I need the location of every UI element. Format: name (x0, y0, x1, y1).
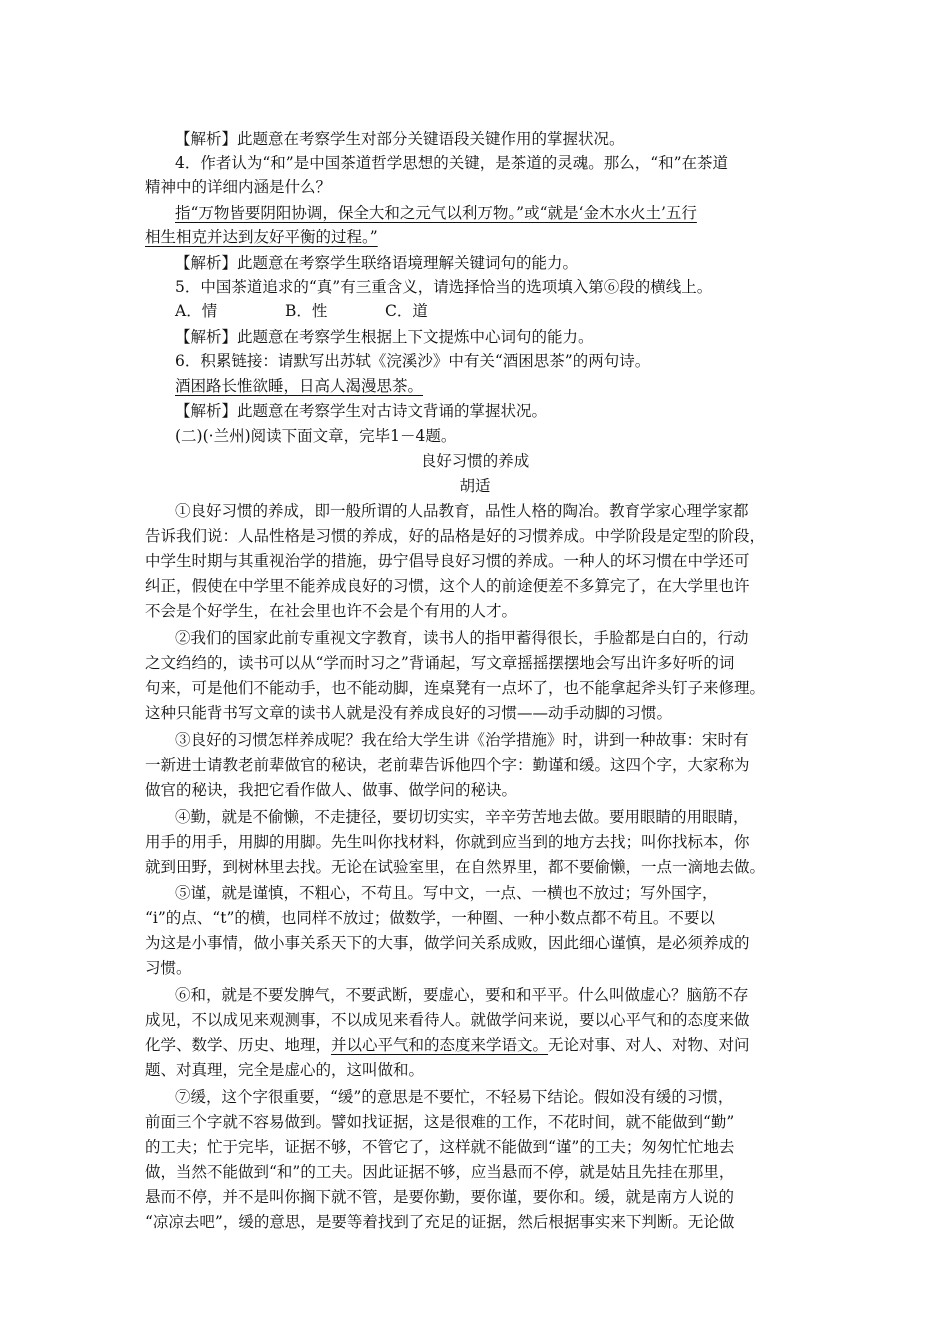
para-4-line-3: 就到田野，到树林里去找。无论在试验室里，在自然界里，都不要偷懒，一点一滴地去做。 (145, 858, 766, 876)
analysis-line-2: 【解析】此题意在考察学生联络语境理解关键词句的能力。 (175, 254, 579, 272)
option-c: C．道 (385, 302, 428, 320)
article-title: 良好习惯的养成 (420, 452, 530, 470)
para-1-line-2: 告诉我们说：人品性格是习惯的养成，好的品格是好的习惯养成。中学阶段是定型的阶段， (145, 527, 766, 545)
para-3-line-2: 一新进士请教老前辈做官的秘诀，老前辈告诉他四个字：勤谨和缓。这四个字，大家称为 (145, 756, 750, 774)
para-2-line-4: 这种只能背书写文章的读书人就是没有养成良好的习惯——动手动脚的习惯。 (145, 704, 673, 722)
option-a: A．情 (175, 302, 218, 320)
para-6-line-1: ⑥和，就是不要发脾气，不要武断，要虚心，要和和平平。什么叫做虚心？脑筋不存 (175, 986, 749, 1004)
para-6-text-c: 无论对事、对人、对物、对问 (548, 1036, 750, 1054)
analysis-line-1: 【解析】此题意在考察学生对部分关键语段关键作用的掌握状况。 (175, 130, 625, 148)
para-5-line-3: 为这是小事情，做小事关系天下的大事，做学问关系成败，因此细心谨慎，是必须养成的 (145, 934, 750, 952)
para-4-line-2: 用手的用手，用脚的用脚。先生叫你找材料，你就到应当到的地方去找；叫你找标本，你 (145, 833, 750, 851)
question-4-cont: 精神中的详细内涵是什么？ (145, 178, 332, 196)
para-5-line-2: “i”的点、“t”的横，也同样不放过；做数学，一种圈、一种小数点都不苟且。不要以 (145, 909, 715, 927)
para-5-line-4: 习惯。 (145, 959, 192, 977)
answer-4-line-1: 指“万物皆要阴阳协调，保全大和之元气以利万物。”或“就是‘金木水火土’五行 (175, 204, 697, 222)
para-3-line-3: 做官的秘诀，我把它看作做人、做事、做学问的秘诀。 (145, 781, 518, 799)
para-2-line-3: 句来，可是他们不能动手，也不能动脚，连桌凳有一点坏了，也不能拿起斧头钉子来修理。 (145, 679, 766, 697)
para-7-line-6: “凉凉去吧”，缓的意思，是要等着找到了充足的证据，然后根据事实来下判断。无论做 (145, 1213, 735, 1231)
para-4-line-1: ④勤，就是不偷懒，不走捷径，要切切实实，辛辛劳苦地去做。要用眼睛的用眼睛， (175, 808, 749, 826)
para-6-line-4: 题、对真理，完全是虚心的，这叫做和。 (145, 1061, 425, 1079)
question-4: 4．作者认为“和”是中国茶道哲学思想的关键，是茶道的灵魂。那么，“和”在茶道 (175, 154, 729, 172)
para-6-underlined-sentence: 并以心平气和的态度来学语文。 (331, 1036, 549, 1054)
para-3-line-1: ③良好的习惯怎样养成呢？我在给大学生讲《治学措施》时，讲到一种故事：宋时有 (175, 731, 749, 749)
para-6-line-3 (145, 1034, 750, 1056)
question-5: 5．中国茶道追求的“真”有三重含义，请选择恰当的选项填入第⑥段的横线上。 (175, 278, 713, 296)
para-7-line-4: 做，当然不能做到“和”的工夫。因此证据不够，应当悬而不停，就是姑且先挂在那里， (145, 1163, 735, 1181)
para-7-line-5: 悬而不停，并不是叫你搁下就不管，是要你勤，要你谨，要你和。缓，就是南方人说的 (145, 1188, 735, 1206)
para-6-line-2: 成见，不以成见来观测事，不以成见来看待人。就做学问来说，要以心平气和的态度来做 (145, 1011, 750, 1029)
para-1-line-3: 中学生时期与其重视治学的措施，毋宁倡导良好习惯的养成。一种人的坏习惯在中学还可 (145, 552, 750, 570)
para-7-line-2: 前面三个字就不容易做到。譬如找证据，这是很难的工作，不花时间，就不能做到“勤” (145, 1113, 735, 1131)
section-heading: (二)(·兰州)阅读下面文章，完毕1－4题。 (175, 427, 457, 445)
analysis-line-3: 【解析】此题意在考察学生根据上下文提炼中心词句的能力。 (175, 328, 594, 346)
para-5-line-1: ⑤谨，就是谨慎，不粗心，不苟且。写中文，一点、一横也不放过；写外国字， (175, 884, 718, 902)
para-1-line-4: 纠正，假使在中学里不能养成良好的习惯，这个人的前途便差不多算完了，在大学里也许 (145, 577, 750, 595)
question-6: 6．积累链接：请默写出苏轼《浣溪沙》中有关“酒困思茶”的两句诗。 (175, 352, 651, 370)
option-b: B．性 (285, 302, 328, 320)
para-1-line-1: ①良好习惯的养成，即一般所谓的人品教育，品性人格的陶冶。教育学家心理学家都 (175, 502, 749, 520)
answer-6: 酒困路长惟欲睡，日高人渴漫思茶。 (175, 377, 424, 395)
para-2-line-1: ②我们的国家此前专重视文字教育，读书人的指甲蓄得很长，手脸都是白白的，行动 (175, 629, 749, 647)
para-7-line-3: 的工夫；忙于完毕，证据不够，不管它了，这样就不能做到“谨”的工夫；匆匆忙忙地去 (145, 1138, 735, 1156)
analysis-line-4: 【解析】此题意在考察学生对古诗文背诵的掌握状况。 (175, 402, 548, 420)
question-5-options (175, 300, 428, 322)
answer-4-line-2: 相生相克并达到友好平衡的过程。” (145, 228, 378, 246)
article-author: 胡适 (459, 477, 491, 495)
para-7-line-1: ⑦缓，这个字很重要，“缓”的意思是不要忙，不轻易下结论。假如没有缓的习惯， (175, 1088, 734, 1106)
para-6-text-a: 化学、数学、历史、地理， (145, 1036, 332, 1054)
para-1-line-5: 不会是个好学生，在社会里也许不会是个有用的人才。 (145, 602, 518, 620)
para-2-line-2: 之文绉绉的，读书可以从“学而时习之”背诵起，写文章摇摇摆摆地会写出许多好听的词 (145, 654, 735, 672)
